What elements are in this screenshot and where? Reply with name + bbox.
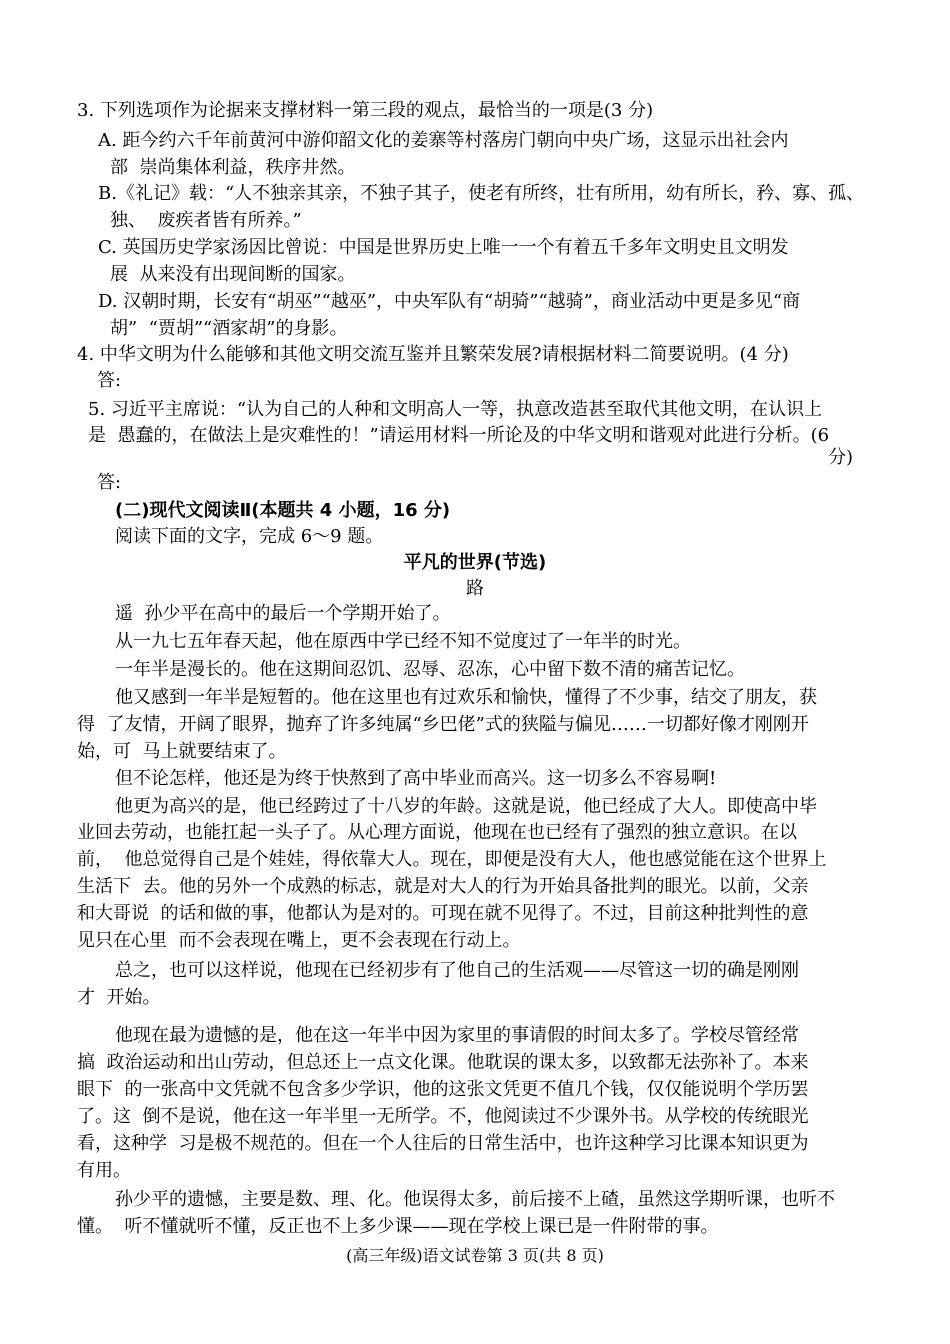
- passage-line: 了。这 倒不是说，他在这一年半里一无所学。不，他阅读过不少课外书。从学校的传统眼光: [77, 1106, 809, 1127]
- passage-line: 他现在最为遗憾的是，他在这一年半中因为家里的事请假的时间太多了。学校尽管经常: [115, 1025, 799, 1046]
- passage-line: 前， 他总觉得自己是个娃娃，得依靠大人。现在，即便是没有大人，他也感觉能在这个世界上: [77, 849, 827, 870]
- passage-line: 业回去劳动，也能扛起一头子了。从心理方面说，他现在也已经有了强烈的独立意识。在以: [77, 822, 797, 843]
- passage-author: 路: [466, 578, 484, 599]
- q4-answer-label: 答:: [97, 370, 122, 391]
- q3-option-d: D. 汉朝时期，长安有“胡巫”“越巫”，中央军队有“胡骑”“越骑”，商业活动中更是多见“商: [98, 291, 801, 312]
- q5-stem-line2: 是 愚蠢的，在做法上是灾难性的！”请运用材料一所论及的中华文明和谐观对此进行分析。(6: [88, 425, 830, 446]
- passage-line: 和大哥说 的话和做的事，他都认为是对的。可现在就不见得了。不过，目前这种批判性的意: [77, 903, 809, 924]
- q3-option-b: B.《礼记》载：“人不独亲其亲，不独子其子，使老有所终，壮有所用，幼有所长，矜、寡、孤、: [98, 183, 865, 204]
- passage-line: 但不论怎样，他还是为终于快熬到了高中毕业而高兴。这一切多么不容易啊!: [115, 768, 717, 789]
- passage-line: 得 了友情，开阔了眼界，抛弃了许多纯属“乡巴佬”式的狭隘与偏见……一切都好像才刚刚开: [77, 714, 809, 735]
- page-footer: (高三年级)语文试卷第 3 页(共 8 页): [346, 1246, 604, 1265]
- passage-line: 生活下 去。他的另外一个成熟的标志，就是对大人的行为开始具备批判的眼光。以前，父亲: [77, 876, 809, 897]
- passage-line: 懂。 听不懂就听不懂，反正也不上多少课——现在学校上课已是一件附带的事。: [77, 1216, 719, 1237]
- q5-answer-label: 答:: [97, 472, 122, 493]
- q3-option-b-cont: 独、 废疾者皆有所养。”: [110, 210, 302, 231]
- passage-line: 总之，也可以这样说，他现在已经初步有了他自己的生活观——尽管这一切的确是刚刚: [115, 960, 799, 981]
- passage-line: 有用。: [77, 1160, 131, 1181]
- q5-stem-line3: 分): [828, 447, 854, 468]
- q3-option-a-cont: 部 崇尚集体利益，秩序井然。: [110, 157, 356, 178]
- passage-line: 始，可 马上就要结束了。: [77, 741, 287, 762]
- passage-line: 遥 孙少平在高中的最后一个学期开始了。: [115, 603, 451, 624]
- passage-line: 才 开始。: [77, 987, 161, 1008]
- passage-line: 看，这种学 习是极不规范的。但在一个人往后的日常生活中，也许这种学习比课本知识更为: [77, 1133, 809, 1154]
- passage-line: 一年半是漫长的。他在这期间忍饥、忍辱、忍冻，心中留下数不清的痛苦记忆。: [115, 659, 745, 680]
- passage-line: 眼下 的一张高中文凭就不包含多少学识，他的这张文凭更不值几个钱，仅仅能说明个学历罢: [77, 1079, 809, 1100]
- section-instruction: 阅读下面的文字，完成 6～9 题。: [115, 526, 384, 547]
- q3-option-c: C. 英国历史学家汤因比曾说：中国是世界历史上唯一一个有着五千多年文明史且文明发: [98, 237, 789, 258]
- q3-option-c-cont: 展 从来没有出现间断的国家。: [110, 264, 356, 285]
- passage-line: 从一九七五年春天起，他在原西中学已经不知不觉度过了一年半的时光。: [115, 631, 691, 652]
- passage-line: 他更为高兴的是，他已经跨过了十八岁的年龄。这就是说，他已经成了大人。即使高中毕: [115, 796, 817, 817]
- q4-stem: 4. 中华文明为什么能够和其他文明交流互鉴并且繁荣发展?请根据材料二简要说明。(4 分): [77, 344, 789, 365]
- q3-option-a: A. 距今约六千年前黄河中游仰韶文化的姜寨等村落房门朝向中央广场，这显示出社会内: [98, 130, 789, 151]
- passage-line: 见只在心里 而不会表现在嘴上，更不会表现在行动上。: [77, 930, 521, 951]
- passage-line: 搞 政治运动和出山劳动，但总还上一点文化课。他耽误的课太多，以致都无法弥补了。本来: [77, 1052, 809, 1073]
- q5-stem-line1: 5. 习近平主席说：“认为自己的人种和文明高人一等，执意改造甚至取代其他文明，在认识上: [88, 399, 823, 420]
- q3-stem: 3. 下列选项作为论据来支撑材料一第三段的观点，最恰当的一项是(3 分): [77, 100, 654, 121]
- passage-title: 平凡的世界(节选): [403, 552, 547, 573]
- passage-line: 他又感到一年半是短暂的。他在这里也有过欢乐和愉快，懂得了不少事，结交了朋友，获: [115, 687, 817, 708]
- passage-line: 孙少平的遗憾，主要是数、理、化。他误得太多，前后接不上碴，虽然这学期听课，也听不: [115, 1189, 835, 1210]
- q3-option-d-cont: 胡” “贾胡”“酒家胡”的身影。: [110, 318, 348, 339]
- section-heading: (二)现代文阅读Ⅱ(本题共 4 小题，16 分): [115, 500, 451, 521]
